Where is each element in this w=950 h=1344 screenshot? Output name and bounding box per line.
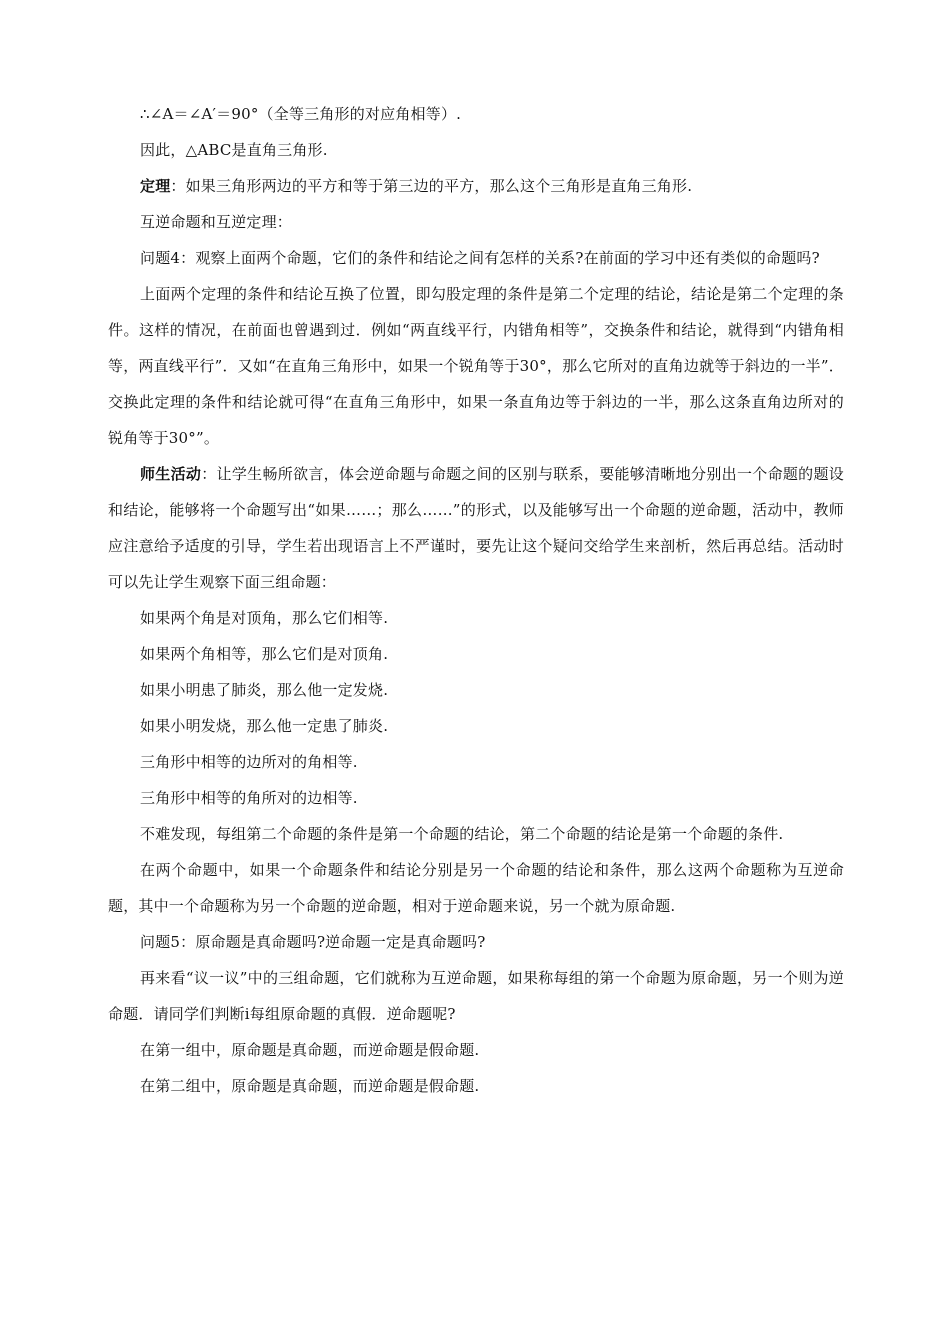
converse-definition (108, 852, 844, 924)
activity-label: 师生活动 (140, 465, 202, 483)
question-4 (108, 240, 844, 276)
section-heading (108, 204, 844, 240)
paragraph-text: 互逆命题和互逆定理： (140, 213, 293, 231)
paragraph-text: 因此，△ABC是直角三角形. (140, 141, 328, 159)
group-1-judgement (108, 1032, 844, 1068)
proof-conclusion-angle (108, 96, 844, 132)
paragraph-text: 如果小明患了肺炎，那么他一定发烧. (140, 681, 389, 699)
teacher-student-activity (108, 456, 844, 600)
document-page (108, 96, 844, 1104)
paragraph-text: 在两个命题中，如果一个命题条件和结论分别是另一个命题的结论和条件，那么这两个命题称为互逆命题，其中一个命题称为另一个命题的逆命题，相对于逆命题来说，另一个就为原命题. (108, 861, 844, 915)
paragraph-text: ：如果三角形两边的平方和等于第三边的平方，那么这个三角形是直角三角形. (170, 177, 693, 195)
paragraph-text: 问题4：观察上面两个命题，它们的条件和结论之间有怎样的关系?在前面的学习中还有类似的命题吗? (140, 249, 820, 267)
paragraph-text: 在第一组中，原命题是真命题，而逆命题是假命题. (140, 1041, 480, 1059)
paragraph-text: 如果小明发烧，那么他一定患了肺炎. (140, 717, 389, 735)
proposition-3a (108, 744, 844, 780)
paragraph-text: 如果两个角相等，那么它们是对顶角. (140, 645, 389, 663)
paragraph-text: ∴∠A＝∠A′＝90°（全等三角形的对应角相等）. (140, 105, 462, 123)
theorem-label: 定理 (140, 177, 171, 195)
paragraph-text: 三角形中相等的角所对的边相等. (140, 789, 358, 807)
paragraph-text: 三角形中相等的边所对的角相等. (140, 753, 358, 771)
paragraph-text: 不难发现，每组第二个命题的条件是第一个命题的结论，第二个命题的结论是第一个命题的条件. (140, 825, 784, 843)
paragraph-text: 问题5：原命题是真命题吗?逆命题一定是真命题吗? (140, 933, 486, 951)
observation-paragraph (108, 816, 844, 852)
question-5 (108, 924, 844, 960)
group-2-judgement (108, 1068, 844, 1104)
paragraph-text: 在第二组中，原命题是真命题，而逆命题是假命题. (140, 1077, 480, 1095)
proposition-3b (108, 780, 844, 816)
proof-conclusion-triangle (108, 132, 844, 168)
explanation-paragraph (108, 276, 844, 456)
paragraph-text: 如果两个角是对顶角，那么它们相等. (140, 609, 389, 627)
review-paragraph (108, 960, 844, 1032)
paragraph-text: ：让学生畅所欲言，体会逆命题与命题之间的区别与联系，要能够清晰地分别出一个命题的题设和结论，能够将一个命题写出“如果……；那么……”的形式，以及能够写出一个命题的逆命题，活动中，教师应注意给予适度的引导，学生若出现语言上不严谨时，要先让这个疑问交给学生来剖析，然后再总结。活动时可以先让学生观察下面三组命题： (108, 465, 844, 591)
paragraph-text: 上面两个定理的条件和结论互换了位置，即勾股定理的条件是第二个定理的结论，结论是第二个定理的条件。这样的情况，在前面也曾遇到过．例如“两直线平行，内错角相等”，交换条件和结论，就得到“内错角相等，两直线平行”．又如“在直角三角形中，如果一个锐角等于30°，那么它所对的直角边就等于斜边的一半”．交换此定理的条件和结论就可得“在直角三角形中，如果一条直角边等于斜边的一半，那么这条直角边所对的锐角等于30°”。 (108, 285, 844, 447)
proposition-1a (108, 600, 844, 636)
theorem-statement (108, 168, 844, 204)
proposition-2a (108, 672, 844, 708)
proposition-1b (108, 636, 844, 672)
paragraph-text: 再来看“议一议”中的三组命题，它们就称为互逆命题，如果称每组的第一个命题为原命题，另一个则为逆命题．请同学们判断ⅰ每组原命题的真假．逆命题呢? (108, 969, 844, 1023)
proposition-2b (108, 708, 844, 744)
